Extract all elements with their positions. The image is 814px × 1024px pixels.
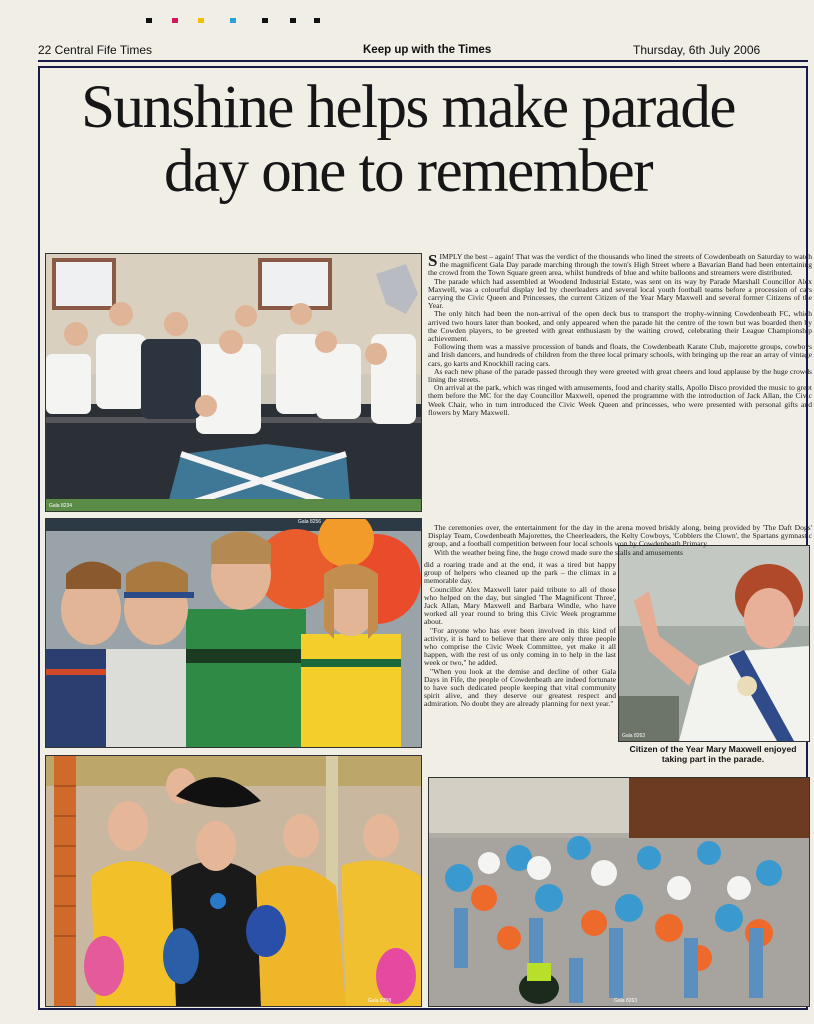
article-paragraph: On arrival at the park, which was ringed with amusements, food and charity stalls, Apollo Disco provided the music to greet them before the MC for the day Councillor Maxwell, opened the programme with the introduction of Jack Allan, the Civic Week Chair, who in turn introduced the Civic Week Queen and princesses, who were presented with personal gifts and flowers by Mary Maxwell. xyxy=(428,383,812,417)
regmark-cyan xyxy=(230,18,236,23)
article-paragraph: With the weather being fine, the huge crowd made sure the stalls and amusements xyxy=(434,547,683,557)
article-paragraph: did a roaring trade and at the end, it was a tired but happy group of helpers who cleaned up the park – the climax in a memorable day. xyxy=(424,561,616,586)
article-paragraph: As each new phase of the parade passed through they were greeted with great cheers and loud applause by the huge crowds lining the streets. xyxy=(428,366,812,385)
article-body-continued xyxy=(428,524,812,561)
article-paragraph: The ceremonies over, the entertainment for the day in the arena moved briskly along, being provided by 'The Daft Dogs' Display Team, Cowdenbeath Majorettes, the Cheerleaders, the Kelty Cowboys, 'Cobblers the Clown', the Spartans gymnastic group, and a football competition between four local schools won by Cowdenbeath Primary. xyxy=(428,524,812,549)
page-label: 22 Central Fife Times xyxy=(38,43,153,57)
regmark-magenta xyxy=(172,18,178,23)
regmark-black xyxy=(314,18,320,23)
citizen-of-year-photo xyxy=(618,545,810,742)
article-body-column xyxy=(424,561,616,776)
article-paragraph: Following them was a massive procession of bands and floats, the Cowdenbeath Karate Club, majorette groups, cowboys and Irish dancers, and hundreds of children from the three local primary schools, with bringing up the rear an array of vintage cars, go karts and Knockhill racing cars. xyxy=(428,342,812,368)
drop-cap: S xyxy=(428,253,438,270)
dancers-photo xyxy=(45,755,422,1007)
children-watching-photo xyxy=(45,518,422,748)
football-team-bus-photo xyxy=(45,253,422,512)
regmark-yellow xyxy=(198,18,204,23)
page-date: Thursday, 6th July 2006 xyxy=(633,43,761,57)
photo-credit: Gala 8258 xyxy=(367,998,391,1004)
article-paragraph: "For anyone who has ever been involved in this kind of activity, it is hard to believe that there are only three people who comprise the Civic Week Committee, yet make it all happen, with the rest of us only coming in to help in the last week or two," he added. xyxy=(424,625,616,668)
article-paragraph: "When you look at the demise and decline of other Gala Days in Fife, the people of Cowdenbeath are indeed fortunate to have such dedicated people keeping that vital community spirit alive, and they deserve our greatest respect and admiration. No doubt they are already planning for next year." xyxy=(424,666,616,709)
article-body xyxy=(428,253,812,524)
regmark-black xyxy=(146,18,152,23)
headline-line-1: Sunshine helps make parade xyxy=(81,74,735,141)
print-registration-marks xyxy=(146,18,336,24)
photo-credit: Gala 8263 xyxy=(614,998,638,1004)
photo-credit: Gala 8256 xyxy=(298,519,322,525)
cheerleaders-parade-photo xyxy=(428,777,810,1007)
article-paragraph: The only hitch had been the non-arrival of the open deck bus to transport the trophy-winning Cowdenbeath FC, which arrived two hours later than booked, and only appeared when the parade hit the centre of the town but was boarded then by the Cowden players, to be greeted with great enthusiasm by the waiting crowd, celebrating their League Championship achievement. xyxy=(428,309,812,344)
article-paragraph: The parade which had assembled at Woodend Industrial Estate, was sent on its way by Parade Marshall Councillor Alex Maxwell, was a colourful display led by cheerleaders and several local youth football teams before a procession of cars carrying the Civic Queen and Princesses, the current Citizen of the Year Mary Maxwell and several former Citizens of the Year. xyxy=(428,276,812,311)
headline xyxy=(40,76,776,204)
regmark-black xyxy=(290,18,296,23)
page-tagline: Keep up with the Times xyxy=(363,44,492,56)
photo-caption: Citizen of the Year Mary Maxwell enjoyed taking part in the parade. xyxy=(629,744,797,764)
photo-credit: Gala 8234 xyxy=(49,503,73,509)
article-paragraph: Councillor Alex Maxwell later paid tribute to all of those who helped on the day, but singled 'The Magnificent Three', Jack Allan, Mary Maxwell and Barbara Windle, who have worked all year round to bring this Civic Week programme about. xyxy=(424,584,616,627)
headline-line-2: day one to remember xyxy=(163,138,653,205)
header-rule xyxy=(38,60,808,62)
photo-credit: Gala 8263 xyxy=(622,733,646,739)
regmark-black xyxy=(262,18,268,23)
article-paragraph: SIMPLY the best – again! That was the verdict of the thousands who lined the streets of Cowdenbeath on Saturday to watch the magnificent Gala Day parade marching through the town's High Street where a Bavarian Band had been entertaining the crowd from the Town Square green area, whilst hundreds of blue and white balloons and streamers were distributed. xyxy=(428,253,812,278)
